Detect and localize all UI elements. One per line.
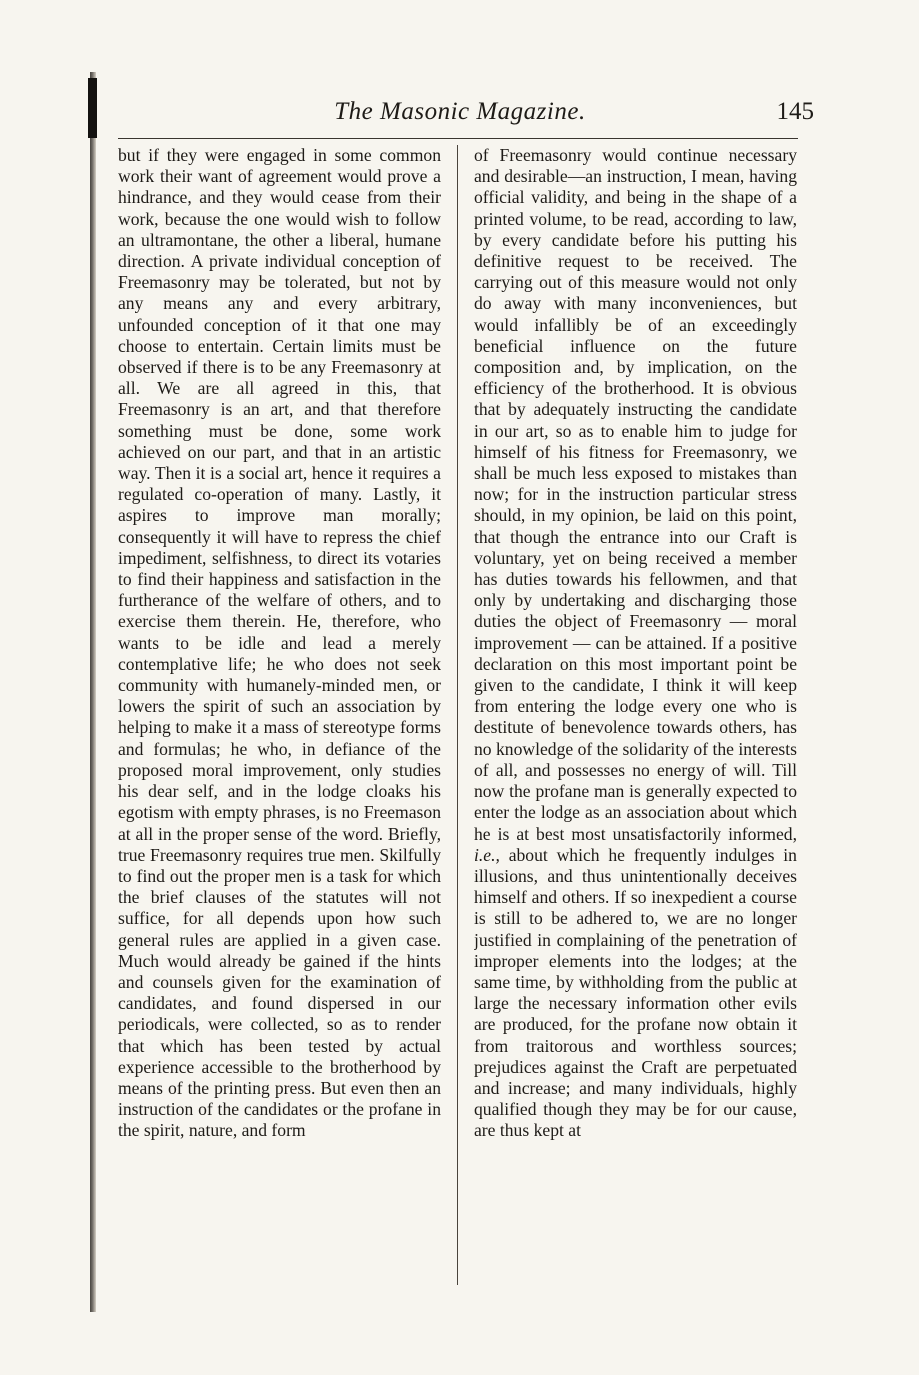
right-column-text-part1: of Freemasonry would continue necessary and desirable—an instruction, I mean, having official validity, and being in the shape of a printed volume, to be read, according to law, by every candidate before his putting his definitive request to be received. The carrying out of this measure would not only do away with many inconveniences, but would infallibly be of an exceedingly beneficial influence on the future composition and, by implication, on the efficiency of the brotherhood. It is obvious that by adequately instructing the candidate in our art, so as to enable him to judge for himself of his fitness for Freemasonry, we shall be much less exposed to mistakes than now; for in the instruction particular stress should, in my opinion, be laid on this point, that though the entrance into our Craft is voluntary, yet on being received a member has duties towards his fellowmen, and that only by undertaking and discharging those duties the object of Freemasonry — moral improvement — can be attained. If a positive declaration on this most important point be given to the candidate, I think it will keep from entering the lodge every one who is destitute of benevolence towards others, has no knowledge of the solidarity of the interests of all, and possesses no energy of will. Till now the profane man is generally expected to enter the lodge as an association about which he is at best most unsatisfactorily informed, [474, 145, 797, 844]
page-number: 145 [776, 98, 814, 125]
binding-edge-mark [88, 78, 97, 138]
left-column-text: but if they were engaged in some common work their want of agreement would prove a hindrance, and they would cease from their work, because the one would wish to follow an ultramontane, the other a liberal, humane direction. A private individual conception of Freemasonry may be tolerated, but not by any means any and every arbitrary, unfounded conception of it that one may choose to entertain. Certain limits must be observed if there is to be any Freemasonry at all. We are all agreed in this, that Freemasonry is an art, and that therefore something must be done, some work achieved on our part, and that in an artistic way. Then it is a social art, hence it requires a regulated co-operation of many. Lastly, it aspires to improve man morally; consequently it will have to repress the chief impediment, selfishness, to direct its votaries to find their happiness and satisfaction in the furtherance of the welfare of others, and to exercise them therein. He, therefore, who wants to be idle and lead a merely contemplative life; he who does not seek community with humanely-minded men, or lowers the spirit of such an association by helping to make it a mass of stereotype forms and formulas; he who, in defiance of the proposed moral improvement, only studies his dear self, and in the lodge cloaks his egotism with empty phrases, is no Freemason at all in the proper sense of the word. Briefly, true Freemasonry requires true men. Skilfully to find out the proper men is a task for which the brief clauses of the statutes will not suffice, for all depends upon how such general rules are applied in a given case. Much would already be gained if the hints and counsels given for the examination of candidates, and found dispersed in our periodicals, were collected, so as to render that which has been tested by actual experience accessible to the brotherhood by means of the printing press. But even then an instruction of the candidates or the profane in the spirit, nature, and form [118, 145, 441, 1141]
right-column-paragraph [474, 145, 797, 1142]
running-header [110, 92, 814, 132]
header-rule [118, 138, 798, 139]
right-column-text-part2: about which he frequently indulges in illusions, and thus unintentionally deceives himself and others. If so inexpedient a course is still to be adhered to, we are no longer justified in complaining of the penetration of improper elements into the lodges; at the same time, by withholding from the public at large the necessary information other evils are produced, for the profane now obtain it from traitorous and worthless sources; prejudices against the Craft are perpetuated and increase; and many individuals, highly qualified though they may be for our cause, are thus kept at [474, 844, 797, 1141]
left-column [118, 145, 441, 1295]
text-columns [118, 145, 798, 1295]
right-column [474, 145, 797, 1295]
binding-edge-shadow [90, 72, 96, 1312]
running-title: The Masonic Magazine. [334, 98, 586, 125]
right-column-ie: i.e., [474, 844, 500, 865]
column-divider [457, 145, 458, 1285]
